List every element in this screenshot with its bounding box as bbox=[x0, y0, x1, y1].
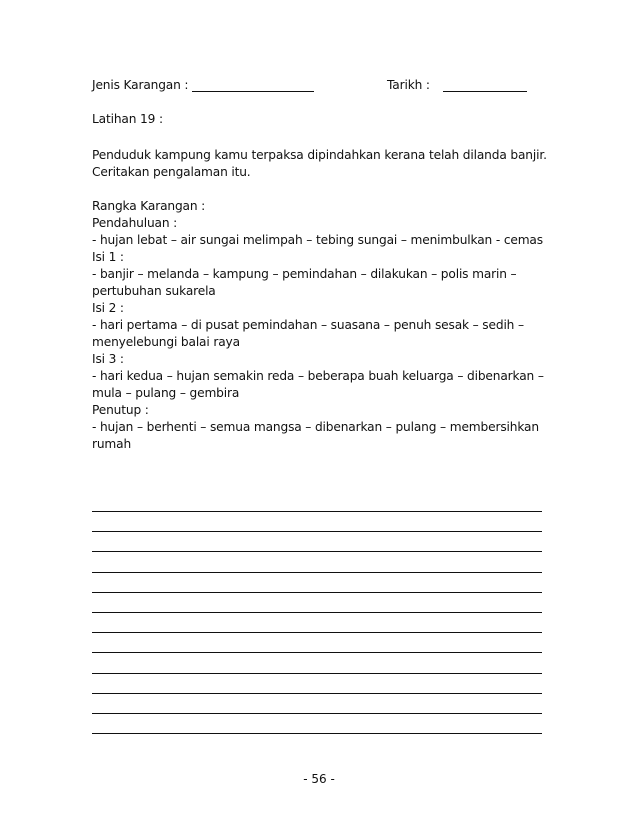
outline-heading: Rangka Karangan : bbox=[92, 199, 206, 213]
isi-3-label: Isi 3 : bbox=[92, 352, 124, 366]
answer-line[interactable] bbox=[92, 632, 542, 633]
answer-line[interactable] bbox=[92, 693, 542, 694]
penutup-points: - hujan – berhenti – semua mangsa – dibenarkan – pulang – membersihkan bbox=[92, 420, 539, 434]
isi-2-label: Isi 2 : bbox=[92, 301, 124, 315]
isi-3-points: - hari kedua – hujan semakin reda – beberapa buah keluarga – dibenarkan – bbox=[92, 369, 544, 383]
jenis-karangan-label: Jenis Karangan : bbox=[92, 78, 189, 92]
isi-1-points: - banjir – melanda – kampung – pemindahan – dilakukan – polis marin – bbox=[92, 267, 517, 281]
pendahuluan-label: Pendahuluan : bbox=[92, 216, 178, 230]
answer-line[interactable] bbox=[92, 592, 542, 593]
jenis-karangan-blank[interactable] bbox=[192, 91, 314, 92]
pendahuluan-points: - hujan lebat – air sungai melimpah – tebing sungai – menimbulkan - cemas bbox=[92, 233, 543, 247]
answer-line[interactable] bbox=[92, 612, 542, 613]
answer-line[interactable] bbox=[92, 572, 542, 573]
page-number: - 56 - bbox=[303, 772, 335, 786]
answer-line[interactable] bbox=[92, 733, 542, 734]
isi-1-label: Isi 1 : bbox=[92, 250, 124, 264]
answer-line[interactable] bbox=[92, 551, 542, 552]
exercise-title: Latihan 19 : bbox=[92, 112, 163, 126]
question-line-2: Ceritakan pengalaman itu. bbox=[92, 165, 251, 179]
answer-line[interactable] bbox=[92, 531, 542, 532]
isi-3-points-cont: mula – pulang – gembira bbox=[92, 386, 240, 400]
answer-line[interactable] bbox=[92, 511, 542, 512]
isi-1-points-cont: pertubuhan sukarela bbox=[92, 284, 216, 298]
tarikh-label: Tarikh : bbox=[387, 78, 430, 92]
tarikh-blank[interactable] bbox=[443, 91, 527, 92]
answer-line[interactable] bbox=[92, 713, 542, 714]
isi-2-points-cont: menyelebungi balai raya bbox=[92, 335, 240, 349]
penutup-points-cont: rumah bbox=[92, 437, 132, 451]
isi-2-points: - hari pertama – di pusat pemindahan – suasana – penuh sesak – sedih – bbox=[92, 318, 524, 332]
penutup-label: Penutup : bbox=[92, 403, 149, 417]
question-line-1: Penduduk kampung kamu terpaksa dipindahkan kerana telah dilanda banjir. bbox=[92, 148, 547, 162]
answer-line[interactable] bbox=[92, 652, 542, 653]
answer-line[interactable] bbox=[92, 673, 542, 674]
